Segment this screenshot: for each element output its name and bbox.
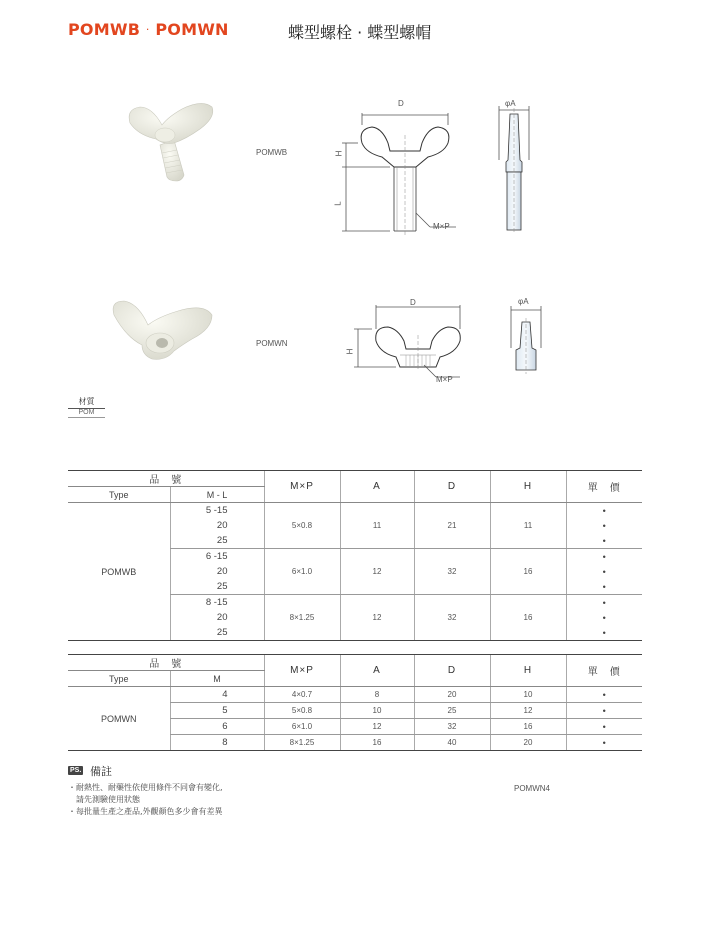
nut-dim-h: H xyxy=(345,348,355,355)
table-cell-price: • xyxy=(566,564,642,579)
table-cell-h: 16 xyxy=(490,719,566,735)
header-type: Type xyxy=(68,487,170,503)
table-cell-price: • xyxy=(566,595,642,611)
page-code: POMWN4 xyxy=(514,784,550,793)
material-value: POM xyxy=(68,409,105,418)
bolt-dim-mxp: M×P xyxy=(433,222,450,231)
table-cell-a: 10 xyxy=(340,703,414,719)
header-mxp: M×P xyxy=(264,471,340,503)
table-cell-ml: 25 xyxy=(170,579,264,595)
pomwn-spec-table xyxy=(68,654,642,751)
bolt-dim-d: D xyxy=(398,99,404,108)
type-value-pomwb: POMWB xyxy=(68,503,170,641)
header-mxp: M×P xyxy=(264,655,340,687)
table-cell-d: 40 xyxy=(414,735,490,751)
header-part-no: 品 號 xyxy=(68,471,264,487)
table-cell-ml: 6 -15 xyxy=(170,549,264,565)
table-cell-m: 8 xyxy=(170,735,264,751)
table-cell-d: 32 xyxy=(414,595,490,641)
title-code-pomwb: POMWB xyxy=(68,20,141,39)
table-cell-ml: 20 xyxy=(170,518,264,533)
table-cell-mxp: 5×0.8 xyxy=(264,703,340,719)
table-cell-d: 21 xyxy=(414,503,490,549)
bolt-dim-l: L xyxy=(333,201,343,206)
table-cell-price: • xyxy=(566,703,642,719)
table-cell-m: 5 xyxy=(170,703,264,719)
table-cell-price: • xyxy=(566,533,642,549)
header-a: A xyxy=(340,471,414,503)
header-d: D xyxy=(414,471,490,503)
header-ml: M - L xyxy=(170,487,264,503)
table-cell-price: • xyxy=(566,549,642,565)
header-d: D xyxy=(414,655,490,687)
header-part-no: 品 號 xyxy=(68,655,264,671)
table-cell-a: 11 xyxy=(340,503,414,549)
table-cell-h: 10 xyxy=(490,687,566,703)
header-price: 單 價 xyxy=(566,655,642,687)
table-cell-ml: 20 xyxy=(170,610,264,625)
table-cell-a: 8 xyxy=(340,687,414,703)
table-cell-ml: 25 xyxy=(170,533,264,549)
bolt-figure-label: POMWB xyxy=(256,148,288,157)
wing-nut-side-view xyxy=(506,298,546,378)
type-value-pomwn: POMWN xyxy=(68,687,170,751)
table-cell-price: • xyxy=(566,625,642,641)
table-cell-mxp: 4×0.7 xyxy=(264,687,340,703)
wing-bolt-side-view xyxy=(494,100,534,240)
table-cell-h: 16 xyxy=(490,595,566,641)
ps-badge: PS. xyxy=(70,767,82,774)
bolt-dim-phia: φA xyxy=(505,99,516,108)
table-cell-a: 12 xyxy=(340,549,414,595)
title-code-pomwn: POMWN xyxy=(155,20,229,39)
notes-title: 備註 xyxy=(90,765,112,778)
header-h: H xyxy=(490,655,566,687)
table-cell-d: 25 xyxy=(414,703,490,719)
table-cell-h: 16 xyxy=(490,549,566,595)
wing-nut-drawing xyxy=(350,295,480,385)
table-cell-h: 20 xyxy=(490,735,566,751)
header-price: 單 價 xyxy=(566,471,642,503)
wing-bolt-photo xyxy=(122,95,222,190)
table-cell-d: 32 xyxy=(414,719,490,735)
table-cell-ml: 25 xyxy=(170,625,264,641)
table-cell-h: 12 xyxy=(490,703,566,719)
page-title-chinese: 蝶型螺栓 · 蝶型螺帽 xyxy=(288,23,432,42)
note-line-1: ・耐熱性、耐藥性依使用條件不同會有變化, xyxy=(68,783,223,792)
table-cell-price: • xyxy=(566,610,642,625)
header-type: Type xyxy=(68,671,170,687)
header-m: M xyxy=(170,671,264,687)
header-h: H xyxy=(490,471,566,503)
table-cell-d: 20 xyxy=(414,687,490,703)
header-a: A xyxy=(340,655,414,687)
table-cell-d: 32 xyxy=(414,549,490,595)
table-cell-ml: 8 -15 xyxy=(170,595,264,611)
title-separator: · xyxy=(145,23,150,36)
note-line-2: 請先測驗使用狀態 xyxy=(68,795,140,804)
table-cell-h: 11 xyxy=(490,503,566,549)
pomwb-spec-table xyxy=(68,470,642,641)
table-cell-a: 16 xyxy=(340,735,414,751)
table-cell-mxp: 6×1.0 xyxy=(264,549,340,595)
table-cell-price: • xyxy=(566,735,642,751)
table-cell-m: 4 xyxy=(170,687,264,703)
table-cell-price: • xyxy=(566,579,642,595)
table-cell-a: 12 xyxy=(340,719,414,735)
table-cell-price: • xyxy=(566,719,642,735)
nut-dim-d: D xyxy=(410,298,416,307)
table-cell-price: • xyxy=(566,687,642,703)
table-cell-mxp: 8×1.25 xyxy=(264,595,340,641)
table-cell-price: • xyxy=(566,503,642,519)
page-title-codes xyxy=(68,20,229,39)
table-cell-ml: 5 -15 xyxy=(170,503,264,519)
table-cell-ml: 20 xyxy=(170,564,264,579)
bolt-dim-h: H xyxy=(334,150,344,157)
wing-bolt-drawing xyxy=(330,95,490,240)
material-label: 材質 xyxy=(68,396,105,409)
nut-dim-phia: φA xyxy=(518,297,529,306)
table-cell-mxp: 6×1.0 xyxy=(264,719,340,735)
table-cell-price: • xyxy=(566,518,642,533)
wing-nut-photo xyxy=(108,295,218,370)
note-line-3: ・每批量生產之產品,外觀顏色多少會有差異 xyxy=(68,807,223,816)
nut-dim-mxp: M×P xyxy=(436,375,453,384)
table-cell-mxp: 5×0.8 xyxy=(264,503,340,549)
nut-figure-label: POMWN xyxy=(256,339,288,348)
table-cell-a: 12 xyxy=(340,595,414,641)
table-cell-mxp: 8×1.25 xyxy=(264,735,340,751)
table-cell-m: 6 xyxy=(170,719,264,735)
